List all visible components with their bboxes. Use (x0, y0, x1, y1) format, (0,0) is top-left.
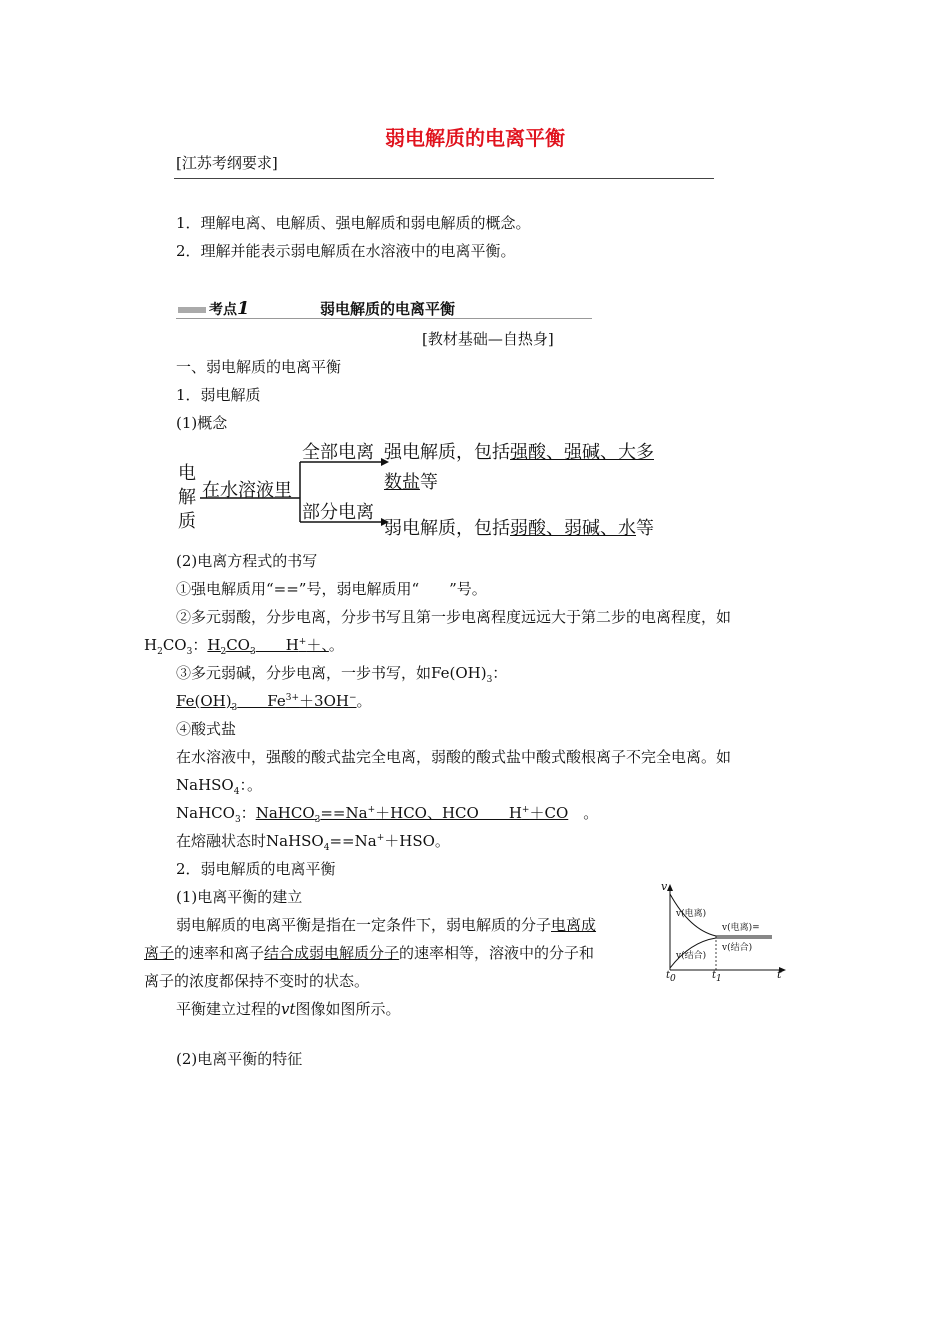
graph-eq-bottom-label: v(结合) (722, 943, 753, 953)
vt-graph (660, 882, 790, 982)
graph-eq-top-label: v(电离)= (722, 923, 760, 933)
para-3: ③多元弱碱，分步电离，一步书写，如$Fe(OH)_3$： (176, 664, 508, 685)
section-title: 弱电解质的电离平衡 (320, 300, 456, 318)
section-bar (178, 307, 206, 313)
diagram-lower-branch: 部分电离 (302, 502, 374, 523)
requirements-heading: [江苏考纲要求] (176, 154, 278, 172)
para-8: 在熔融状态时NaHSO$_4$==Na+＋HSO。 (176, 832, 450, 853)
graph-y-label: v (661, 880, 668, 893)
requirement-item-2: 2．理解并能表示弱电解质在水溶液中的电离平衡。 (176, 242, 516, 260)
section-header (176, 298, 592, 319)
graph-x-label: t (777, 968, 782, 981)
graph-curve-top-label: v(电离) (676, 909, 707, 919)
heading-7: (2)电离平衡的特征 (176, 1050, 303, 1068)
para-10: 离子的速率和离子结合成弱电解质分子的速率相等，溶液中的分子和 (144, 944, 595, 962)
diagram-lower-result: 弱电解质，包括弱酸、弱碱、水等 (384, 518, 654, 539)
graph-t0-label: $t_0$ (666, 970, 676, 984)
para-2: ②多元弱酸，分步电离，分步书写且第一步电离程度远远大于第二步的电离程度，如 (176, 608, 732, 626)
diagram-trunk: 在水溶液里 (202, 480, 292, 501)
diagram-root: 电 解 质 (178, 463, 196, 532)
dashed-divider (174, 178, 714, 179)
page-title: 弱电解质的电离平衡 (385, 126, 565, 150)
diagram-upper-result: 强电解质，包括强酸、强碱、大多 (384, 442, 654, 463)
heading-5: 2．弱电解质的电离平衡 (176, 860, 336, 878)
diagram-upper-result-cont: 数盐等 (384, 472, 438, 493)
para-6: NaHSO$_4$：。 (176, 776, 262, 797)
heading-6: (1)电离平衡的建立 (176, 888, 303, 906)
para-12: 平衡建立过程的vt图像如图所示。 (176, 1000, 401, 1018)
heading-1: 一、弱电解质的电离平衡 (176, 358, 342, 376)
section-subtitle: [教材基础—自热身] (422, 330, 554, 348)
para-9: 弱电解质的电离平衡是指在一定条件下，弱电解质的分子电离成 (176, 916, 597, 934)
graph-curve-bottom-label: v(结合) (676, 951, 707, 961)
para-3b: $Fe(OH)_3$ $Fe^{3+}+3OH^-$。 (176, 692, 372, 713)
para-11: 离子的浓度都保持不变时的状态。 (144, 972, 370, 990)
graph-t1-label: $t_1$ (712, 970, 722, 984)
diagram-upper-branch: 全部电离 (302, 442, 374, 463)
heading-2: 1．弱电解质 (176, 386, 261, 404)
para-2b: $H_2CO_3$：$H_2CO_3$ H+＋、。 (144, 636, 344, 657)
para-4: ④酸式盐 (176, 720, 237, 738)
para-7: NaHCO$_3$：NaHCO$_3$==Na+＋HCO、HCO H+＋CO 。 (176, 804, 599, 825)
para-5: 在水溶液中，强酸的酸式盐完全电离，弱酸的酸式盐中酸式酸根离子不完全电离。如 (176, 748, 732, 766)
concept-diagram (176, 432, 676, 544)
section-label: 考点1 (209, 298, 250, 319)
heading-3: (1)概念 (176, 414, 228, 432)
para-1: ①强电解质用“==”号，弱电解质用“ ”号。 (176, 580, 487, 598)
heading-4: (2)电离方程式的书写 (176, 552, 318, 570)
requirement-item-1: 1．理解电离、电解质、强电解质和弱电解质的概念。 (176, 214, 531, 232)
